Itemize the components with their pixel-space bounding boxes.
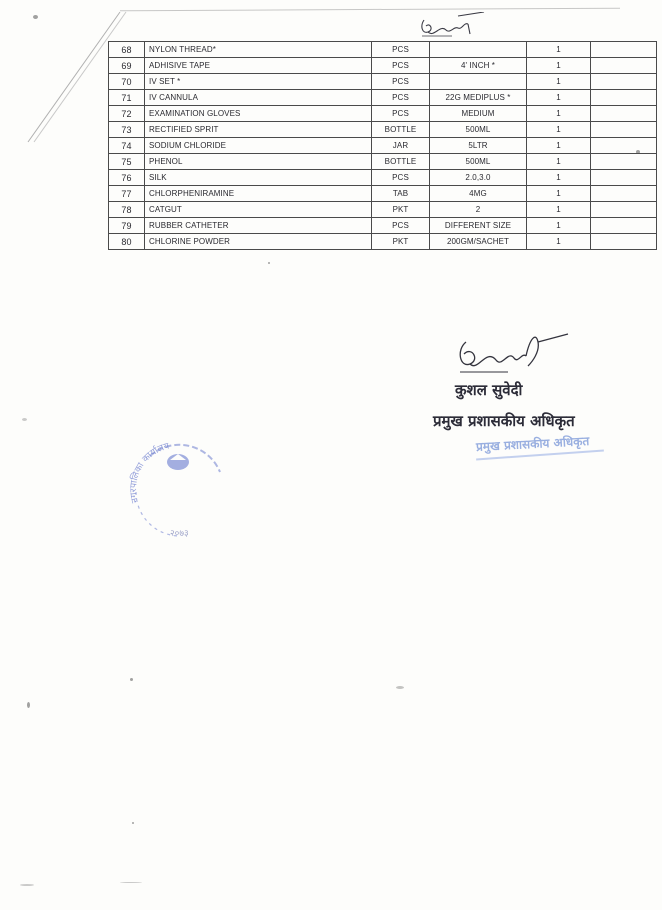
row-quantity: 1 <box>527 154 591 170</box>
row-remarks <box>591 138 657 154</box>
table-row <box>109 90 657 106</box>
row-item-name: EXAMINATION GLOVES <box>145 106 372 122</box>
table-row <box>109 202 657 218</box>
row-serial-number: 68 <box>109 42 145 58</box>
row-remarks <box>591 90 657 106</box>
row-quantity: 1 <box>527 74 591 90</box>
row-quantity: 1 <box>527 42 591 58</box>
scan-speck <box>396 686 404 689</box>
row-quantity: 1 <box>527 90 591 106</box>
row-unit: PCS <box>372 90 430 106</box>
row-remarks <box>591 74 657 90</box>
row-remarks <box>591 154 657 170</box>
row-specification <box>430 42 527 58</box>
row-specification: 22G MEDIPLUS * <box>430 90 527 106</box>
row-quantity: 1 <box>527 170 591 186</box>
row-serial-number: 79 <box>109 218 145 234</box>
scan-speck <box>20 884 34 886</box>
items-table <box>108 41 657 250</box>
row-unit: BOTTLE <box>372 122 430 138</box>
row-quantity: 1 <box>527 138 591 154</box>
row-specification <box>430 74 527 90</box>
table-row <box>109 74 657 90</box>
row-remarks <box>591 202 657 218</box>
row-remarks <box>591 218 657 234</box>
table-row <box>109 58 657 74</box>
row-specification: 500ML <box>430 122 527 138</box>
table-row <box>109 154 657 170</box>
row-specification: DIFFERENT SIZE <box>430 218 527 234</box>
row-serial-number: 76 <box>109 170 145 186</box>
row-item-name: CATGUT <box>145 202 372 218</box>
seal-text: नगरपालिका कार्यालय <box>128 441 171 504</box>
row-remarks <box>591 122 657 138</box>
row-quantity: 1 <box>527 218 591 234</box>
row-serial-number: 78 <box>109 202 145 218</box>
row-specification: 200GM/SACHET <box>430 234 527 250</box>
official-seal <box>120 432 235 547</box>
row-item-name: NYLON THREAD* <box>145 42 372 58</box>
top-signature <box>418 12 488 42</box>
row-item-name: RUBBER CATHETER <box>145 218 372 234</box>
row-remarks <box>591 42 657 58</box>
row-serial-number: 71 <box>109 90 145 106</box>
row-remarks <box>591 186 657 202</box>
row-specification: 4' INCH * <box>430 58 527 74</box>
row-unit: BOTTLE <box>372 154 430 170</box>
items-table-body <box>109 42 657 250</box>
scan-speck <box>130 678 133 681</box>
row-remarks <box>591 58 657 74</box>
row-unit: PCS <box>372 58 430 74</box>
row-serial-number: 77 <box>109 186 145 202</box>
row-remarks <box>591 170 657 186</box>
row-serial-number: 70 <box>109 74 145 90</box>
row-serial-number: 74 <box>109 138 145 154</box>
scan-speck <box>22 418 27 421</box>
row-quantity: 1 <box>527 122 591 138</box>
row-item-name: ADHISIVE TAPE <box>145 58 372 74</box>
row-quantity: 1 <box>527 58 591 74</box>
scan-edge-line <box>120 8 620 12</box>
row-unit: PKT <box>372 234 430 250</box>
table-row <box>109 170 657 186</box>
row-item-name: SILK <box>145 170 372 186</box>
row-quantity: 1 <box>527 186 591 202</box>
row-remarks <box>591 234 657 250</box>
row-item-name: CHLORPHENIRAMINE <box>145 186 372 202</box>
row-unit: PCS <box>372 74 430 90</box>
row-item-name: IV SET * <box>145 74 372 90</box>
table-row <box>109 186 657 202</box>
row-specification: 2 <box>430 202 527 218</box>
table-row <box>109 122 657 138</box>
row-quantity: 1 <box>527 106 591 122</box>
row-quantity: 1 <box>527 234 591 250</box>
scan-speck <box>120 882 142 883</box>
row-specification: 500ML <box>430 154 527 170</box>
scan-speck <box>33 15 38 19</box>
signatory-title: प्रमुख प्रशासकीय अधिकृत <box>433 412 575 430</box>
row-item-name: IV CANNULA <box>145 90 372 106</box>
row-unit: PCS <box>372 106 430 122</box>
row-item-name: PHENOL <box>145 154 372 170</box>
svg-text:नगरपालिका कार्यालय <box>128 441 171 504</box>
seal-year: २०७३ <box>170 529 189 539</box>
scan-speck <box>268 262 270 264</box>
row-serial-number: 80 <box>109 234 145 250</box>
row-item-name: RECTIFIED SPRIT <box>145 122 372 138</box>
row-unit: TAB <box>372 186 430 202</box>
table-row <box>109 218 657 234</box>
row-unit: PCS <box>372 42 430 58</box>
signatory-name: कुशल सुवेदी <box>455 381 523 399</box>
row-remarks <box>591 106 657 122</box>
row-unit: PCS <box>372 218 430 234</box>
row-specification: 2.0,3.0 <box>430 170 527 186</box>
signatory-title-stamp: प्रमुख प्रशासकीय अधिकृत <box>475 434 590 454</box>
officer-signature <box>452 328 572 378</box>
row-specification: 5LTR <box>430 138 527 154</box>
row-serial-number: 75 <box>109 154 145 170</box>
row-unit: PCS <box>372 170 430 186</box>
row-unit: PKT <box>372 202 430 218</box>
row-unit: JAR <box>372 138 430 154</box>
scan-speck <box>132 822 134 824</box>
row-quantity: 1 <box>527 202 591 218</box>
table-row <box>109 42 657 58</box>
row-serial-number: 69 <box>109 58 145 74</box>
table-row <box>109 138 657 154</box>
scan-speck <box>27 702 30 708</box>
row-item-name: SODIUM CHLORIDE <box>145 138 372 154</box>
row-item-name: CHLORINE POWDER <box>145 234 372 250</box>
row-specification: MEDIUM <box>430 106 527 122</box>
row-serial-number: 72 <box>109 106 145 122</box>
row-specification: 4MG <box>430 186 527 202</box>
row-serial-number: 73 <box>109 122 145 138</box>
table-row <box>109 106 657 122</box>
table-row <box>109 234 657 250</box>
